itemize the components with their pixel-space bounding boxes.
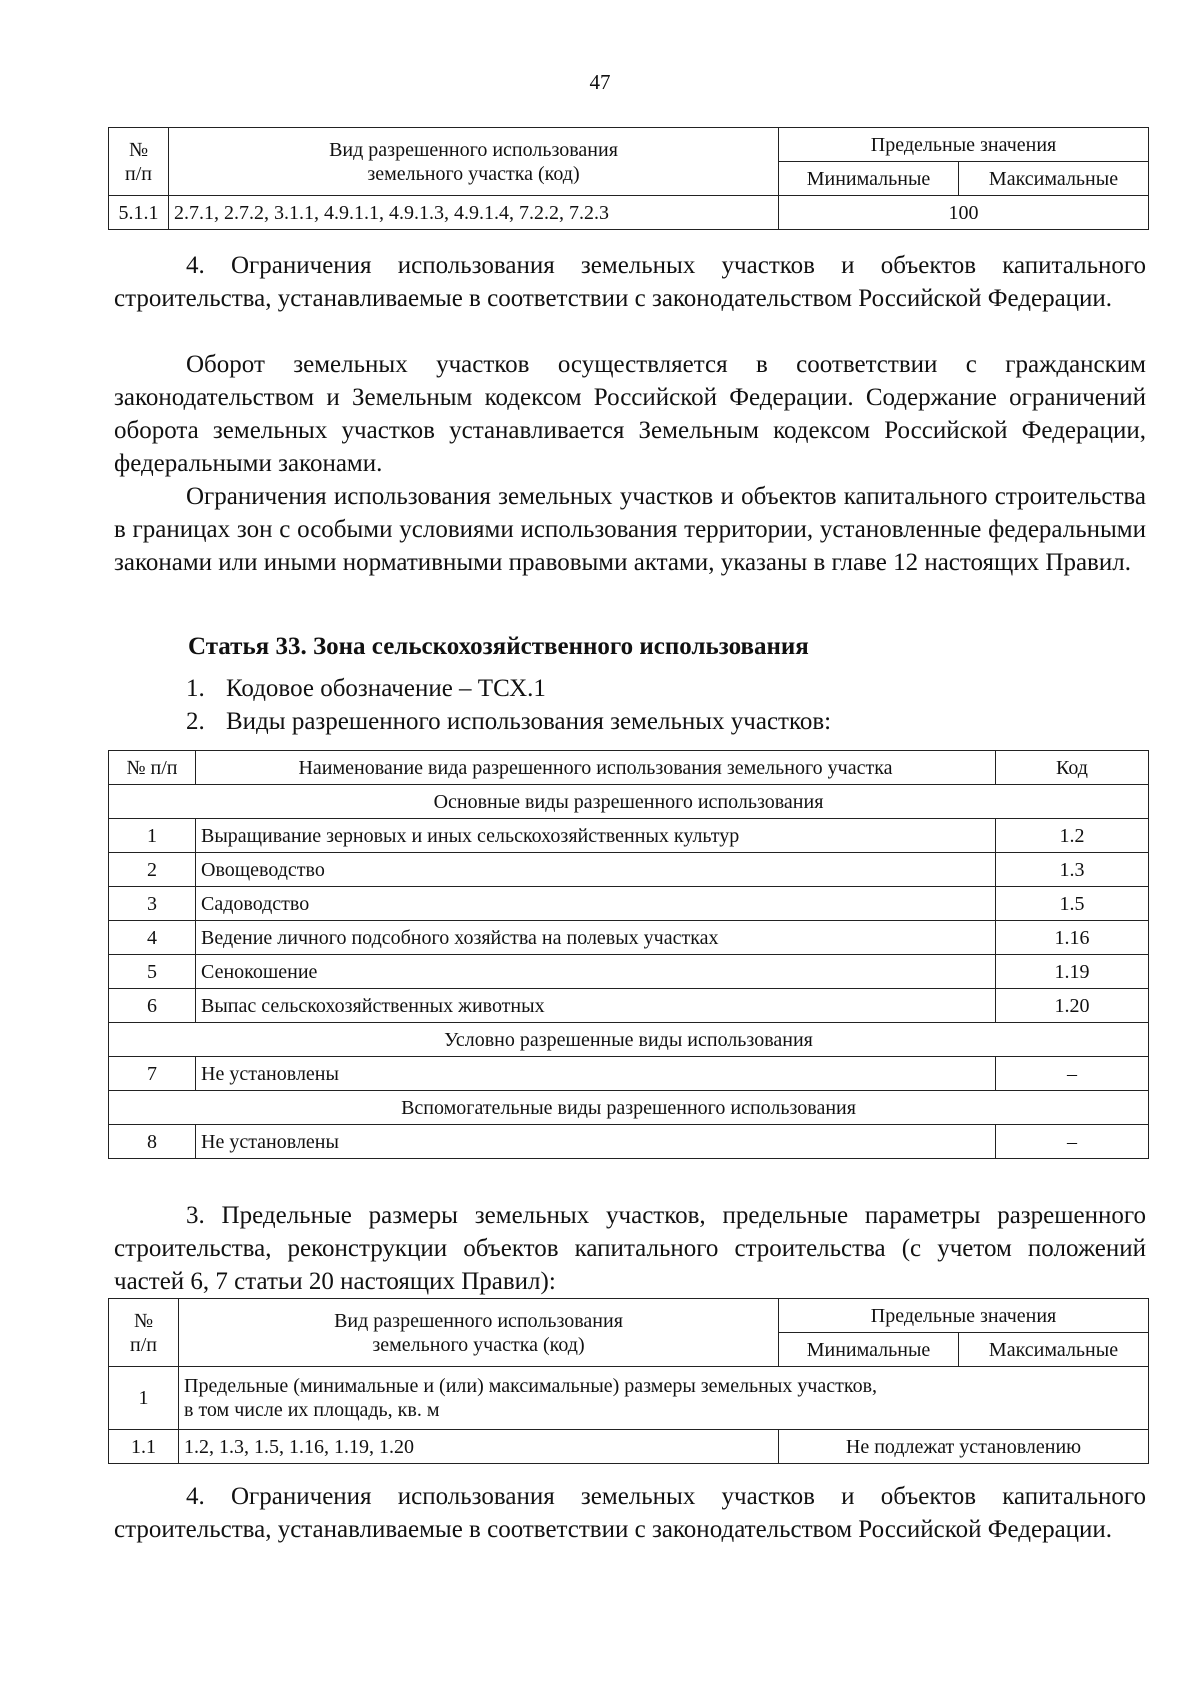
row-name: Сенокошение (196, 955, 996, 989)
row-num: 8 (109, 1125, 196, 1159)
row-name: Ведение личного подсобного хозяйства на полевых участках (196, 921, 996, 955)
list-item: 2. Виды разрешенного использования земельных участков: (186, 708, 832, 735)
row-code: 1.20 (996, 989, 1149, 1023)
row-code: 1.5 (996, 887, 1149, 921)
permitted-uses-table (108, 750, 1149, 1159)
row-name: Не установлены (196, 1125, 996, 1159)
table-row (109, 1057, 1149, 1091)
header-limits: Предельные значения (779, 128, 1149, 162)
row-code: – (996, 1057, 1149, 1091)
article-heading: Статья 33. Зона сельскохозяйственного использования (188, 633, 809, 660)
header-use-name: Наименование вида разрешенного использования земельного участка (196, 751, 996, 785)
row-name: Выращивание зерновых и иных сельскохозяйственных культур (196, 819, 996, 853)
table-row (109, 1367, 1149, 1430)
row-code: 1.2 (996, 819, 1149, 853)
row-num: 6 (109, 989, 196, 1023)
table-row (109, 921, 1149, 955)
row-name: Садоводство (196, 887, 996, 921)
table-row (109, 955, 1149, 989)
row-code: 1.19 (996, 955, 1149, 989)
row-num: 7 (109, 1057, 196, 1091)
row-use-codes: 1.2, 1.3, 1.5, 1.16, 1.19, 1.20 (179, 1430, 779, 1464)
section-conditional-uses: Условно разрешенные виды использования (109, 1023, 1149, 1057)
table-row (109, 989, 1149, 1023)
row-description: Предельные (минимальные и (или) максимальные) размеры земельных участков, в том числе их площадь, кв. м (179, 1367, 1149, 1430)
header-use-type: Вид разрешенного использования земельного участка (код) (179, 1299, 779, 1367)
header-num: № п/п (109, 128, 169, 196)
row-num: 5.1.1 (109, 196, 169, 230)
header-num: № п/п (109, 751, 196, 785)
table-row (109, 887, 1149, 921)
limits-table-top (108, 127, 1149, 230)
row-num: 5 (109, 955, 196, 989)
header-use-type: Вид разрешенного использования земельного участка (код) (169, 128, 779, 196)
table-row (109, 819, 1149, 853)
row-num: 1 (109, 819, 196, 853)
row-name: Овощеводство (196, 853, 996, 887)
table-row (109, 1430, 1149, 1464)
limits-table-bottom (108, 1298, 1149, 1464)
header-limits: Предельные значения (779, 1299, 1149, 1333)
paragraph-special-zones: Ограничения использования земельных участков и объектов капитального строительства в границах зон с особыми условиями использования территории, установленные федеральными законами или иными нормативными правовыми актами, указаны в главе 12 настоящих Правил. (114, 483, 1146, 576)
section-auxiliary-uses: Вспомогательные виды разрешенного использования (109, 1091, 1149, 1125)
table-row (109, 1125, 1149, 1159)
row-num: 2 (109, 853, 196, 887)
header-max: Максимальные (959, 162, 1149, 196)
paragraph-limit-sizes: 3. Предельные размеры земельных участков, предельные параметры разрешенного строительства, реконструкции объектов капитального строительства (с учетом положений частей 6, 7 статьи 20 настоящих Правил): (114, 1202, 1146, 1295)
row-value: Не подлежат установлению (779, 1430, 1149, 1464)
list-item: 1. Кодовое обозначение – ТСХ.1 (186, 675, 546, 702)
row-code: 1.16 (996, 921, 1149, 955)
row-name: Не установлены (196, 1057, 996, 1091)
header-code: Код (996, 751, 1149, 785)
section-main-uses: Основные виды разрешенного использования (109, 785, 1149, 819)
row-code: 1.3 (996, 853, 1149, 887)
row-name: Выпас сельскохозяйственных животных (196, 989, 996, 1023)
header-min: Минимальные (779, 162, 959, 196)
row-use-codes: 2.7.1, 2.7.2, 3.1.1, 4.9.1.1, 4.9.1.3, 4.9.1.4, 7.2.2, 7.2.3 (169, 196, 779, 230)
table-row (109, 196, 1149, 230)
paragraph-restrictions-2: 4. Ограничения использования земельных участков и объектов капитального строительства, устанавливаемые в соответствии с законодательством Российской Федерации. (114, 1483, 1146, 1543)
row-num: 1.1 (109, 1430, 179, 1464)
row-num: 3 (109, 887, 196, 921)
row-num: 1 (109, 1367, 179, 1430)
paragraph-restrictions: 4. Ограничения использования земельных участков и объектов капитального строительства, устанавливаемые в соответствии с законодательством Российской Федерации. (114, 252, 1146, 312)
header-num: № п/п (109, 1299, 179, 1367)
row-code: – (996, 1125, 1149, 1159)
table-row (109, 853, 1149, 887)
row-num: 4 (109, 921, 196, 955)
header-min: Минимальные (779, 1333, 959, 1367)
header-max: Максимальные (959, 1333, 1149, 1367)
page-number: 47 (589, 70, 611, 94)
paragraph-turnover: Оборот земельных участков осуществляется в соответствии с гражданским законодательством и Земельным кодексом Российской Федерации. Содержание ограничений оборота земельных участков устанавливается Земельным кодексом Российской Федерации, федеральными законами. (114, 351, 1146, 477)
numbered-list (114, 672, 1146, 738)
row-value: 100 (779, 196, 1149, 230)
